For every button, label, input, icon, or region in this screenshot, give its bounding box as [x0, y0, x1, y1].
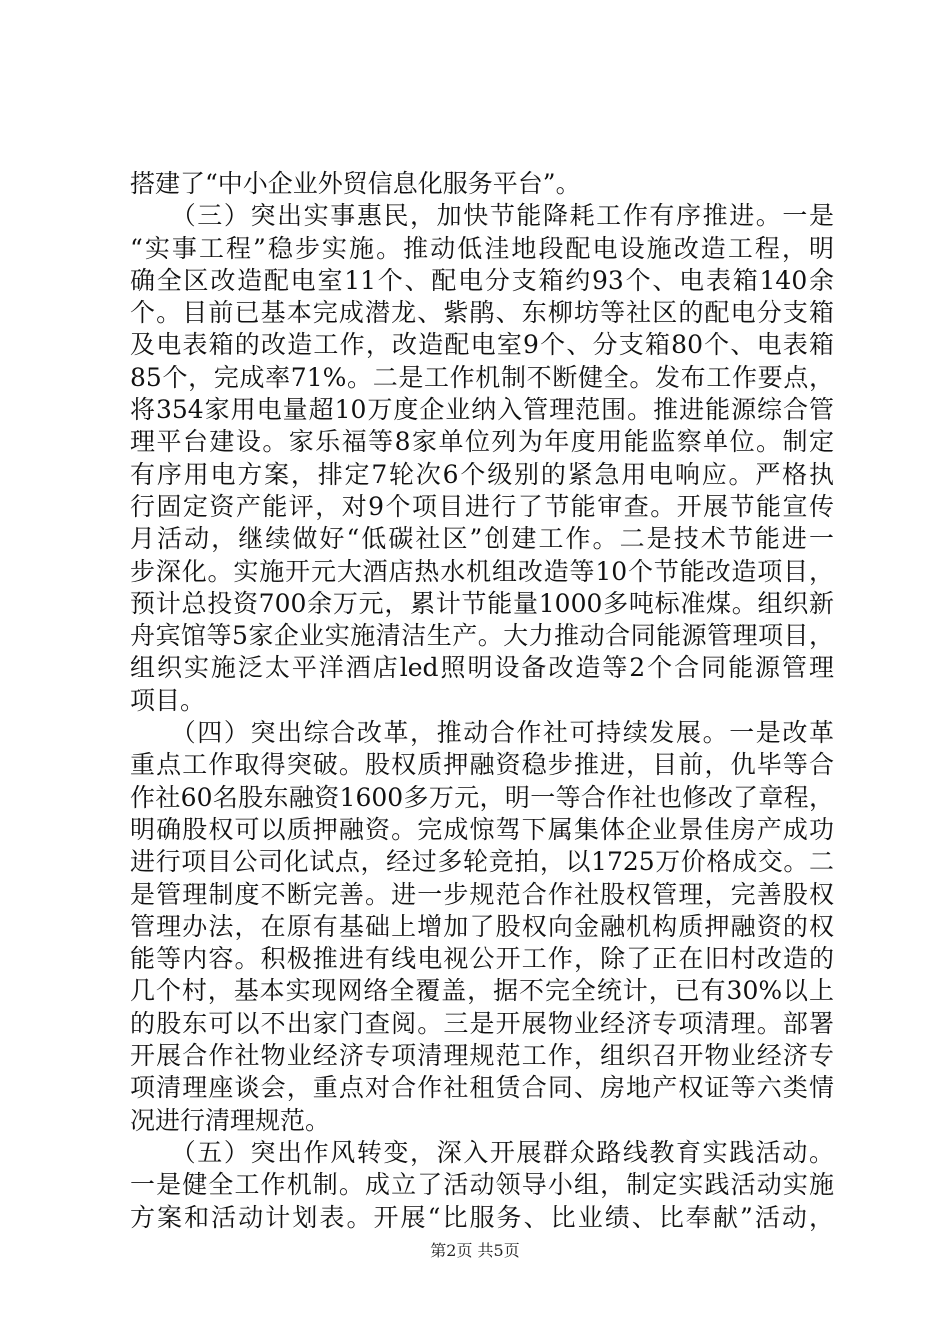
text-line: 开展合作社物业经济专项清理规范工作，组织召开物业经济专 — [130, 1041, 834, 1071]
paragraph — [130, 200, 834, 717]
text-line: 月活动，继续做好“低碳社区”创建工作。二是技术节能进一 — [130, 524, 834, 554]
text-line: 行固定资产能评，对9个项目进行了节能审查。开展节能宣传 — [130, 491, 834, 521]
text-line: 预计总投资700余万元，累计节能量1000多吨标准煤。组织新 — [130, 588, 834, 618]
text-line: 重点工作取得突破。股权质押融资稳步推进，目前，仇毕等合 — [130, 750, 834, 780]
text-line: 方案和活动计划表。开展“比服务、比业绩、比奉献”活动， — [130, 1202, 834, 1232]
text-line: （三）突出实事惠民，加快节能降耗工作有序推进。一是 — [130, 201, 834, 231]
text-line: 有序用电方案，排定7轮次6个级别的紧急用电响应。严格执 — [130, 459, 834, 489]
text-line: 况进行清理规范。 — [130, 1105, 331, 1135]
text-line: 管理办法，在原有基础上增加了股权向金融机构质押融资的权 — [130, 911, 834, 941]
text-line: 及电表箱的改造工作，改造配电室9个、分支箱80个、电表箱 — [130, 330, 834, 360]
page-number-footer: 第2页 共5页 — [430, 1241, 520, 1260]
text-line: 明确股权可以质押融资。完成惊驾下属集体企业景佳房产成功 — [130, 814, 834, 844]
text-line: 作社60名股东融资1600多万元，明一等合作社也修改了章程， — [130, 782, 834, 812]
text-line: 将354家用电量超10万度企业纳入管理范围。推进能源综合管 — [130, 395, 834, 425]
text-line: “实事工程”稳步实施。推动低洼地段配电设施改造工程，明 — [130, 233, 834, 263]
text-line: 一是健全工作机制。成立了活动领导小组，制定实践活动实施 — [130, 1170, 834, 1200]
text-line: 个。目前已基本完成潜龙、紫鹃、东柳坊等社区的配电分支箱 — [130, 298, 834, 328]
text-line: 舟宾馆等5家企业实施清洁生产。大力推动合同能源管理项目， — [130, 621, 834, 651]
text-line: 项目。 — [130, 685, 206, 715]
text-line: 能等内容。积极推进有线电视公开工作，除了正在旧村改造的 — [130, 944, 834, 974]
text-line: 进行项目公司化试点，经过多轮竞拍，以1725万价格成交。二 — [130, 847, 834, 877]
paragraph — [130, 717, 834, 1137]
text-line: 确全区改造配电室11个、配电分支箱约93个、电表箱140余 — [130, 265, 834, 295]
text-line: 搭建了“中小企业外贸信息化服务平台”。 — [130, 169, 581, 198]
text-line: （四）突出综合改革，推动合作社可持续发展。一是改革 — [130, 718, 834, 748]
text-line: （五）突出作风转变，深入开展群众路线教育实践活动。 — [130, 1137, 834, 1167]
text-line: 理平台建设。家乐福等8家单位列为年度用能监察单位。制定 — [130, 427, 834, 457]
text-line: 85个，完成率71%。二是工作机制不断健全。发布工作要点， — [130, 362, 834, 392]
text-line: 步深化。实施开元大酒店热水机组改造等10个节能改造项目， — [130, 556, 834, 586]
text-line: 是管理制度不断完善。进一步规范合作社股权管理，完善股权 — [130, 879, 834, 909]
text-line: 几个村，基本实现网络全覆盖，据不完全统计，已有30%以上 — [130, 976, 834, 1006]
text-line: 的股东可以不出家门查阅。三是开展物业经济专项清理。部署 — [130, 1008, 834, 1038]
text-line: 项清理座谈会，重点对合作社租赁合同、房地产权证等六类情 — [130, 1073, 834, 1103]
paragraph — [130, 1137, 834, 1234]
text-line: 组织实施泛太平洋酒店led照明设备改造等2个合同能源管理 — [130, 653, 834, 683]
paragraph — [130, 168, 834, 200]
document-body — [130, 168, 834, 1234]
